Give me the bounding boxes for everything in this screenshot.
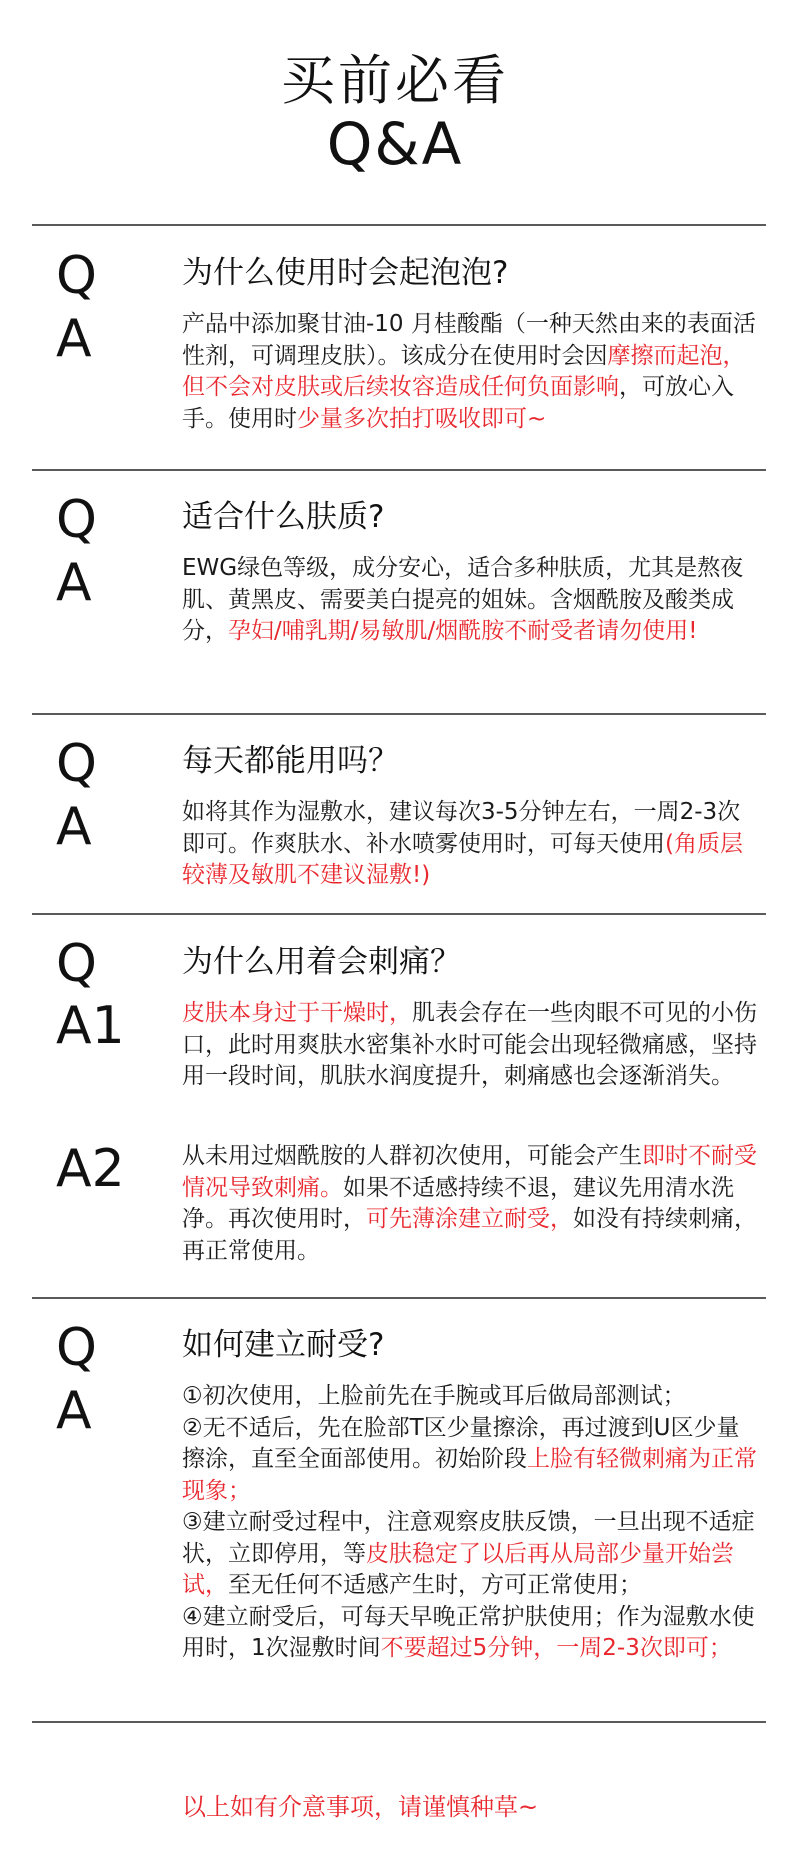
divider — [32, 913, 766, 915]
a-label: A — [56, 797, 92, 857]
question-2: 适合什么肤质? — [182, 499, 385, 535]
step-1: ①初次使用，上脸前先在手腕或耳后做局部测试； — [182, 1383, 686, 1409]
divider — [32, 224, 766, 226]
a-label: A — [56, 309, 92, 369]
answer-4-1: 皮肤本身过于干燥时，肌表会存在一些肉眼不可见的小伤口，此时用爽肤水密集补水时可能会出现轻微痛感，坚持用一段时间，肌肤水润度提升，刺痛感也会逐渐消失。 — [182, 1000, 757, 1089]
step-4: ④建立耐受后，可每天早晚正常护肤使用；作为湿敷水使用时，1次湿敷时间不要超过5分钟，一周2-3次即可； — [182, 1603, 755, 1661]
answer-2: EWG绿色等级，成分安心，适合多种肤质，尤其是熬夜肌、黄黑皮、需要美白提亮的姐妹。含烟酰胺及酸类成分，孕妇/哺乳期/易敏肌/烟酰胺不耐受者请勿使用! — [182, 555, 744, 644]
question-3: 每天都能用吗？ — [182, 743, 399, 779]
step-2: ②无不适后，先在脸部T区少量擦涂，再过渡到U区少量擦涂，直至全面部使用。初始阶段上脸有轻微刺痛为正常现象； — [182, 1414, 757, 1504]
question-1: 为什么使用时会起泡泡? — [182, 255, 509, 291]
q-label: Q — [56, 246, 97, 306]
answer-3: 如将其作为湿敷水，建议每次3-5分钟左右，一周2-3次即可。作爽肤水、补水喷雾使用时，可每天使用(角质层较薄及敏肌不建议湿敷!) — [182, 799, 743, 888]
question-4: 为什么用着会刺痛？ — [182, 944, 461, 980]
q-label: Q — [56, 1318, 97, 1378]
divider — [32, 1297, 766, 1299]
answer-1: 产品中添加聚甘油-10 月桂酸酯（一种天然由来的表面活性剂，可调理皮肤）。该成分在使用时会因摩擦而起泡，但不会对皮肤或后续妆容造成任何负面影响，可放心入手。使用时少量多次拍打吸收即可~ — [182, 311, 756, 432]
question-5: 如何建立耐受? — [182, 1327, 385, 1363]
q-label: Q — [56, 934, 97, 994]
answer-5 — [182, 1381, 760, 1665]
divider — [32, 1721, 766, 1723]
q-label: Q — [56, 490, 97, 550]
answer-4-2: 从未用过烟酰胺的人群初次使用，可能会产生即时不耐受情况导致刺痛。如果不适感持续不退，建议先用清水洗净。再次使用时，可先薄涂建立耐受，如没有持续刺痛，再正常使用。 — [182, 1143, 757, 1264]
footer-note: 以上如有介意事项，请谨慎种草~ — [182, 1793, 539, 1821]
a-label: A — [56, 1381, 92, 1441]
divider — [32, 469, 766, 471]
a1-label: A1 — [56, 996, 125, 1056]
a2-label: A2 — [56, 1139, 125, 1199]
q-label: Q — [56, 734, 97, 794]
step-3: ③建立耐受过程中，注意观察皮肤反馈，一旦出现不适症状，立即停用，等皮肤稳定了以后再从局部少量开始尝试，至无任何不适感产生时，方可正常使用； — [182, 1509, 755, 1598]
divider — [32, 713, 766, 715]
page-title: 买前必看 — [281, 49, 509, 112]
a-label: A — [56, 553, 92, 613]
page-subtitle: Q&A — [326, 110, 464, 178]
